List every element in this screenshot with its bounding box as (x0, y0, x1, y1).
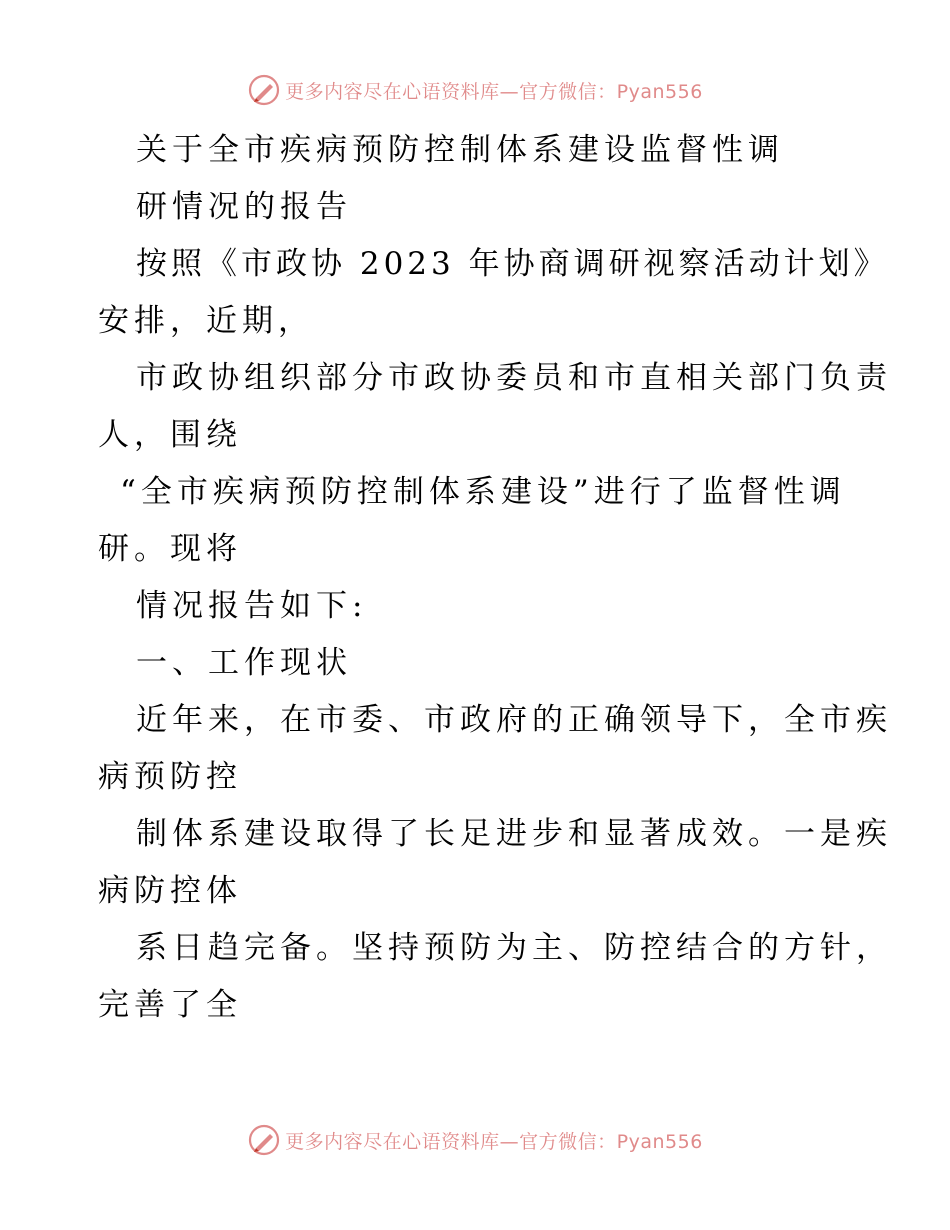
watermark-banner-top (0, 70, 950, 110)
watermark-banner-bottom (0, 1120, 950, 1160)
paragraph-line: 病防控体 (98, 873, 242, 909)
paragraph-line: 病预防控 (98, 759, 242, 795)
paragraph-line: 完善了全 (98, 987, 242, 1023)
pen-logo-icon (247, 1123, 281, 1157)
title-line: 研情况的报告 (136, 189, 352, 225)
watermark-text: 更多内容尽在心语资料库—官方微信：Pyan556 (285, 1130, 703, 1153)
paragraph-line: 人，围绕 (98, 417, 242, 453)
pen-logo-icon (247, 73, 281, 107)
paragraph-line: 情况报告如下: (136, 588, 368, 624)
document-body (98, 122, 892, 1034)
paragraph-line: 近年来，在市委、市政府的正确领导下，全市疾 (136, 702, 892, 738)
paragraph-line: 系日趋完备。坚持预防为主、防控结合的方针， (136, 930, 892, 966)
paragraph-line: 安排，近期， (98, 303, 314, 339)
paragraph-line: 制体系建设取得了长足进步和显著成效。一是疾 (136, 816, 892, 852)
title-line: 关于全市疾病预防控制体系建设监督性调 (136, 132, 784, 168)
watermark-text: 更多内容尽在心语资料库—官方微信：Pyan556 (285, 80, 703, 103)
paragraph-line: 市政协组织部分市政协委员和市直相关部门负责 (136, 360, 892, 396)
paragraph-line: “全市疾病预防控制体系建设”进行了监督性调 (120, 474, 846, 510)
paragraph-line: 按照《市政协 2023 年协商调研视察活动计划》 (136, 246, 889, 282)
section-heading: 一、工作现状 (136, 645, 352, 681)
paragraph-line: 研。现将 (98, 531, 242, 567)
